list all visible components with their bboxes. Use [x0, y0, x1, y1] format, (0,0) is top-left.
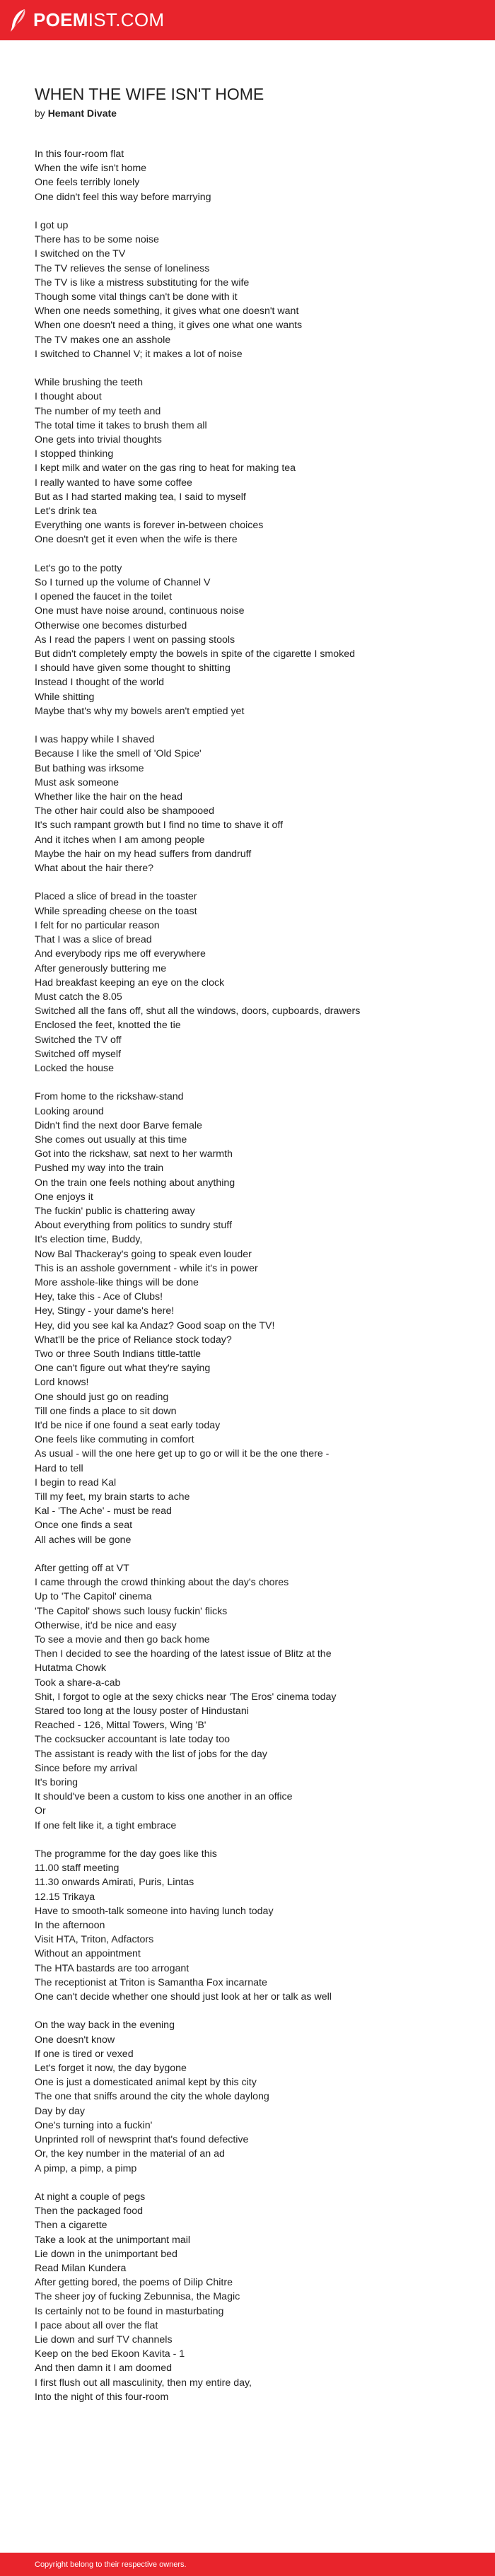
poem-line: The other hair could also be shampooed	[35, 805, 214, 817]
poem-line: Take a look at the unimportant mail	[35, 2234, 191, 2246]
poem-line: On the way back in the evening	[35, 2020, 175, 2032]
poem-line: This is an asshole government - while it's in power	[35, 1262, 258, 1274]
poem-line: In this four-room flat	[35, 148, 124, 160]
poem-line: I stopped thinking	[35, 448, 114, 460]
poem-line: And everybody rips me off everywhere	[35, 948, 206, 960]
poem-line: I pace about all over the flat	[35, 2319, 158, 2331]
poem-line: From home to the rickshaw-stand	[35, 1091, 184, 1103]
poem-line: Unprinted roll of newsprint that's found defective	[35, 2134, 249, 2146]
poem-line: I was happy while I shaved	[35, 734, 155, 746]
poem-line: I should have given some thought to shitting	[35, 663, 231, 675]
poem-line: There has to be some noise	[35, 234, 159, 246]
poem-line: Maybe the hair on my head suffers from dandruff	[35, 848, 252, 860]
poem-line: Hard to tell	[35, 1462, 83, 1474]
poem-line: It's such rampant growth but I find no time to shave it off	[35, 820, 284, 832]
poem-line: About everything from politics to sundry stuff	[35, 1220, 232, 1232]
poem-line: What'll be the price of Reliance stock today?	[35, 1334, 232, 1346]
poem-line: The fuckin' public is chattering away	[35, 1205, 195, 1217]
poem-line: While spreading cheese on the toast	[35, 905, 197, 917]
stanza	[35, 1561, 473, 1833]
poem-line: I switched to Channel V; it makes a lot of noise	[35, 348, 243, 360]
poem-line: I begin to read Kal	[35, 1476, 117, 1488]
poem-line: Keep on the bed Ekoon Kavita - 1	[35, 2348, 185, 2360]
poem-line: I really wanted to have some coffee	[35, 477, 192, 489]
poem-line: If one felt like it, a tight embrace	[35, 1819, 177, 1831]
poem-line: Because I like the smell of 'Old Spice'	[35, 748, 202, 760]
poem-line: One can't decide whether one should just look at her or talk as well	[35, 1991, 332, 2003]
poem-line: One's turning into a fuckin'	[35, 2119, 153, 2131]
poem-line: Lord knows!	[35, 1377, 89, 1389]
poem-line: The number of my teeth and	[35, 405, 161, 417]
poem-line: Everything one wants is forever in-between choices	[35, 520, 264, 532]
poem-line: 11.00 staff meeting	[35, 1863, 120, 1875]
poem-line: Let's drink tea	[35, 506, 97, 518]
poem-line: In the afternoon	[35, 1920, 105, 1932]
poem-line: I first flush out all masculinity, then my entire day,	[35, 2377, 252, 2389]
poem-line: One enjoys it	[35, 1191, 93, 1203]
poem-line: Two or three South Indians tittle-tattle	[35, 1348, 202, 1360]
poem-body	[35, 83, 473, 2418]
poem-line: One doesn't get it even when the wife is there	[35, 534, 238, 546]
stanza	[35, 890, 473, 1076]
author-link[interactable]: Hemant Divate	[47, 107, 117, 119]
poem-line: Though some vital things can't be done with it	[35, 291, 238, 303]
poem-line: Is certainly not to be found in masturbating	[35, 2305, 224, 2317]
poem-line: Or	[35, 1805, 46, 1817]
poem-line: And then damn it I am doomed	[35, 2362, 173, 2374]
site-footer	[0, 2553, 495, 2576]
poem-line: 12.15 Trikaya	[35, 1891, 95, 1903]
stanza	[35, 733, 473, 875]
poem-line: I switched on the TV	[35, 248, 126, 260]
poem-line: Switched off myself	[35, 1048, 121, 1060]
poem-line: After getting off at VT	[35, 1563, 129, 1574]
byline	[35, 106, 473, 120]
poem-line: Day by day	[35, 2105, 85, 2117]
poem-line: Took a share-a-cab	[35, 1677, 121, 1689]
poem-line: Without an appointment	[35, 1948, 141, 1960]
poem-line: Must ask someone	[35, 776, 120, 788]
site-header	[0, 0, 495, 40]
poem-line: More asshole-like things will be done	[35, 1276, 199, 1288]
logo-text-rest: IST.COM	[88, 9, 165, 30]
poem-line: The TV makes one an asshole	[35, 334, 171, 346]
poem-line: One gets into trivial thoughts	[35, 434, 162, 446]
poem-line: I felt for no particular reason	[35, 919, 160, 931]
poem-line: Hey, did you see kal ka Andaz? Good soap on the TV!	[35, 1319, 275, 1331]
poem-line: Now Bal Thackeray's going to speak even louder	[35, 1248, 252, 1260]
poem-line: If one is tired or vexed	[35, 2048, 134, 2060]
poem-line: Switched all the fans off, shut all the windows, doors, cupboards, drawers	[35, 1006, 361, 1018]
poem-line: Into the night of this four-room	[35, 2391, 169, 2403]
poem-line: Shit, I forgot to ogle at the sexy chicks near 'The Eros' cinema today	[35, 1691, 337, 1703]
poem-line: Switched the TV off	[35, 1034, 122, 1046]
poem-line: One feels like commuting in comfort	[35, 1434, 194, 1446]
poem-line: Till one finds a place to sit down	[35, 1405, 177, 1417]
poem-line: So I turned up the volume of Channel V	[35, 577, 211, 589]
poem-line: I thought about	[35, 391, 102, 403]
poem-line: But as I had started making tea, I said to myself	[35, 491, 246, 503]
poem-line: 'The Capitol' shows such lousy fuckin' flicks	[35, 1605, 228, 1617]
poem-line: Pushed my way into the train	[35, 1162, 164, 1175]
poem-line: Once one finds a seat	[35, 1520, 133, 1532]
copyright-text: Copyright belong to their respective owners.	[35, 2560, 187, 2569]
poem-line: While shitting	[35, 691, 95, 703]
poem-line: Then the packaged food	[35, 2205, 144, 2217]
poem-line: When one doesn't need a thing, it gives one what one wants	[35, 320, 303, 332]
poem-line: The TV relieves the sense of loneliness	[35, 262, 210, 274]
poem-line: The receptionist at Triton is Samantha Fox incarnate	[35, 1976, 267, 1988]
poem-line: Looking around	[35, 1105, 104, 1117]
stanza	[35, 2018, 473, 2175]
poem-line: One should just go on reading	[35, 1391, 169, 1403]
poem-line: Hey, take this - Ace of Clubs!	[35, 1291, 163, 1303]
poem-line: Otherwise, it'd be nice and easy	[35, 1619, 177, 1631]
poem-line: But bathing was irksome	[35, 762, 144, 774]
stanza	[35, 375, 473, 547]
poem-line: Whether like the hair on the head	[35, 791, 183, 803]
poem-line: It's boring	[35, 1777, 78, 1789]
poem-line: At night a couple of pegs	[35, 2191, 146, 2203]
poem-line: As usual - will the one here get up to go or will it be the one there -	[35, 1448, 330, 1460]
poem-line: The total time it takes to brush them all	[35, 419, 207, 431]
poem-line: She comes out usually at this time	[35, 1133, 187, 1146]
poem-line: It should've been a custom to kiss one another in an office	[35, 1791, 293, 1803]
poem-line: Up to 'The Capitol' cinema	[35, 1591, 152, 1603]
poem-line: Hutatma Chowk	[35, 1662, 106, 1674]
poem-line: One can't figure out what they're saying	[35, 1363, 211, 1375]
poem-line: Let's go to the potty	[35, 562, 122, 574]
poem-line: One doesn't know	[35, 2034, 115, 2046]
poem-line: Stared too long at the lousy poster of Hindustani	[35, 1706, 249, 1718]
poem-line: Hey, Stingy - your dame's here!	[35, 1305, 175, 1317]
poem-line: Kal - 'The Ache' - must be read	[35, 1505, 172, 1517]
poem-line: I came through the crowd thinking about the day's chores	[35, 1577, 289, 1589]
poem-line: When the wife isn't home	[35, 163, 147, 175]
poem-line: Maybe that's why my bowels aren't emptied yet	[35, 705, 245, 717]
poem-line: Then a cigarette	[35, 2220, 107, 2232]
poem-line: Lie down and surf TV channels	[35, 2333, 173, 2345]
stanza	[35, 147, 473, 204]
poem-line: To see a movie and then go back home	[35, 1634, 210, 1646]
poem-line: It'd be nice if one found a seat early today	[35, 1419, 221, 1431]
poem-line: After generously buttering me	[35, 962, 167, 974]
poem-line: The assistant is ready with the list of jobs for the day	[35, 1748, 267, 1760]
poem-line: When one needs something, it gives what one doesn't want	[35, 305, 299, 317]
poem-line: The one that sniffs around the city the whole daylong	[35, 2091, 269, 2103]
poem-line: A pimp, a pimp, a pimp	[35, 2162, 137, 2174]
poem-line: The HTA bastards are too arrogant	[35, 1962, 190, 1974]
stanza	[35, 218, 473, 361]
poem-line: Visit HTA, Triton, Adfactors	[35, 1934, 154, 1946]
poem-line: Otherwise one becomes disturbed	[35, 619, 187, 631]
poem-line: The cocksucker accountant is late today too	[35, 1734, 231, 1746]
poem-line: Then I decided to see the hoarding of the latest issue of Blitz at the	[35, 1648, 332, 1660]
poem-line: It's election time, Buddy,	[35, 1234, 143, 1246]
poem-line: Placed a slice of bread in the toaster	[35, 891, 197, 903]
poem-line: Didn't find the next door Barve female	[35, 1119, 202, 1131]
poem-line: I got up	[35, 220, 69, 231]
poem-line: One feels terribly lonely	[35, 177, 140, 189]
poem-line: But didn't completely empty the bowels in spite of the cigarette I smoked	[35, 648, 356, 660]
poem-line: And it itches when I am among people	[35, 834, 205, 846]
poem-line: That I was a slice of bread	[35, 934, 152, 946]
poem-line: Enclosed the feet, knotted the tie	[35, 1020, 181, 1032]
poem-line: Got into the rickshaw, sat next to her warmth	[35, 1148, 233, 1160]
poem-line: The TV is like a mistress substituting for the wife	[35, 276, 250, 289]
stanza	[35, 1847, 473, 2004]
site-logo[interactable]	[10, 8, 164, 33]
poem-line: One didn't feel this way before marrying	[35, 191, 211, 203]
poem-title: WHEN THE WIFE ISN'T HOME	[35, 85, 264, 103]
poem-line: Lie down in the unimportant bed	[35, 2248, 177, 2260]
stanza	[35, 561, 473, 718]
poem-line: The sheer joy of fucking Zebunnisa, the Magic	[35, 2291, 240, 2303]
poem-line: One is just a domesticated animal kept by this city	[35, 2077, 257, 2089]
poem-line: I opened the faucet in the toilet	[35, 591, 173, 603]
poem-line: Let's forget it now, the day bygone	[35, 2063, 187, 2075]
poem-line: Till my feet, my brain starts to ache	[35, 1491, 190, 1503]
poem-line: Since before my arrival	[35, 1762, 138, 1774]
poem-line: Read Milan Kundera	[35, 2262, 127, 2274]
poem-line: What about the hair there?	[35, 863, 153, 875]
stanza	[35, 1090, 473, 1547]
poem-line: Locked the house	[35, 1062, 115, 1074]
byline-prefix: by	[35, 107, 45, 119]
poem-line: All aches will be gone	[35, 1534, 132, 1546]
poem-line: Reached - 126, Mittal Towers, Wing 'B'	[35, 1720, 206, 1732]
poem-line: The programme for the day goes like this	[35, 1848, 217, 1860]
poem-line: 11.30 onwards Amirati, Puris, Lintas	[35, 1877, 194, 1889]
poem-line: Had breakfast keeping an eye on the clock	[35, 977, 225, 989]
poem-line: After getting bored, the poems of Dilip Chitre	[35, 2277, 233, 2289]
poem-line: Instead I thought of the world	[35, 677, 164, 689]
poem-line: Or, the key number in the material of an ad	[35, 2148, 225, 2160]
poem-line: Must catch the 8.05	[35, 991, 122, 1003]
quill-icon	[10, 8, 28, 33]
stanza	[35, 2190, 473, 2404]
poem-line: As I read the papers I went on passing stools	[35, 634, 235, 646]
poem-line: While brushing the teeth	[35, 377, 144, 389]
poem-text	[35, 147, 473, 2404]
poem-line: One must have noise around, continuous noise	[35, 605, 245, 617]
poem-line: On the train one feels nothing about anything	[35, 1177, 235, 1189]
poem-line: Have to smooth-talk someone into having lunch today	[35, 1905, 274, 1917]
poem-line: I kept milk and water on the gas ring to heat for making tea	[35, 462, 296, 474]
logo-text-strong: POEM	[33, 9, 88, 30]
